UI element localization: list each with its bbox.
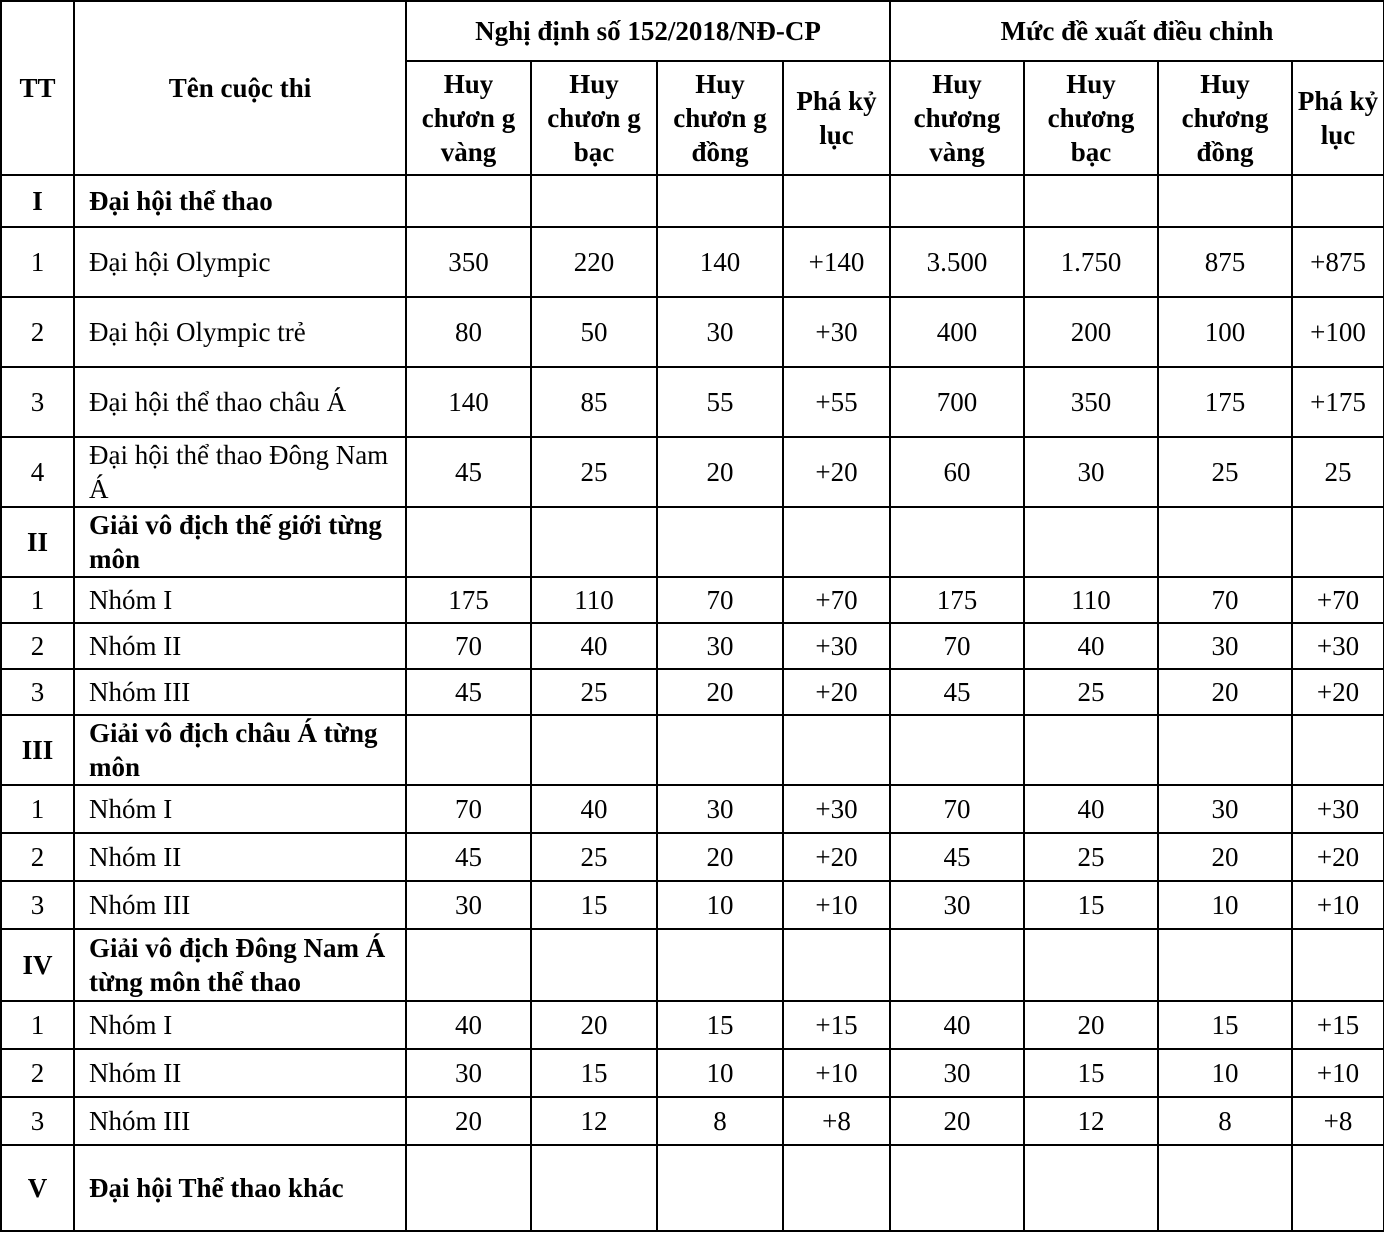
row-value: 20 <box>890 1097 1024 1145</box>
header-current-bronze: Huy chươn g đồng <box>657 61 783 175</box>
row-value: 350 <box>406 227 531 297</box>
row-tt: 3 <box>1 881 74 929</box>
row-value <box>890 929 1024 1001</box>
row-value: 25 <box>531 437 657 507</box>
row-tt: I <box>1 175 74 227</box>
row-value: +30 <box>1292 785 1384 833</box>
row-value: 70 <box>406 785 531 833</box>
row-value: +20 <box>1292 669 1384 715</box>
row-value: +875 <box>1292 227 1384 297</box>
row-tt: 4 <box>1 437 74 507</box>
row-value <box>783 929 890 1001</box>
row-tt: 2 <box>1 297 74 367</box>
row-tt: 2 <box>1 1049 74 1097</box>
row-value: 15 <box>1024 881 1158 929</box>
row-value: 55 <box>657 367 783 437</box>
row-value: 20 <box>657 437 783 507</box>
row-value: 40 <box>531 785 657 833</box>
table-row <box>1 367 1384 437</box>
row-value: 40 <box>531 623 657 669</box>
row-tt: 2 <box>1 623 74 669</box>
header-current-record: Phá kỷ lục <box>783 61 890 175</box>
row-value <box>657 175 783 227</box>
row-tt: III <box>1 715 74 785</box>
row-value: 30 <box>890 881 1024 929</box>
row-value: 10 <box>657 1049 783 1097</box>
row-value: 30 <box>657 785 783 833</box>
row-value: 45 <box>890 833 1024 881</box>
row-value <box>1024 1145 1158 1231</box>
header-current-silver: Huy chươn g bạc <box>531 61 657 175</box>
row-value: +20 <box>783 833 890 881</box>
row-value <box>531 175 657 227</box>
header-proposed-gold: Huy chương vàng <box>890 61 1024 175</box>
row-value <box>406 175 531 227</box>
row-value: 30 <box>1158 785 1292 833</box>
section-row <box>1 507 1384 577</box>
row-tt: 3 <box>1 367 74 437</box>
row-value: 85 <box>531 367 657 437</box>
row-value <box>406 1145 531 1231</box>
row-tt: 2 <box>1 833 74 881</box>
row-name: Nhóm II <box>74 1049 406 1097</box>
row-value: 30 <box>890 1049 1024 1097</box>
row-value <box>1292 715 1384 785</box>
row-name: Nhóm II <box>74 833 406 881</box>
row-value: +10 <box>783 881 890 929</box>
row-value: +10 <box>1292 881 1384 929</box>
table-row <box>1 577 1384 623</box>
row-value: +30 <box>783 785 890 833</box>
row-value: 45 <box>406 669 531 715</box>
row-value <box>531 929 657 1001</box>
row-name: Đại hội Olympic trẻ <box>74 297 406 367</box>
table-header <box>1 1 1384 175</box>
table-body <box>1 175 1384 1231</box>
row-name: Đại hội thể thao châu Á <box>74 367 406 437</box>
row-value: 40 <box>1024 785 1158 833</box>
row-value: 15 <box>1024 1049 1158 1097</box>
row-tt: 3 <box>1 669 74 715</box>
row-name: Giải vô địch thế giới từng môn <box>74 507 406 577</box>
row-value <box>1158 929 1292 1001</box>
row-value: 20 <box>657 669 783 715</box>
row-value <box>657 929 783 1001</box>
row-value: +15 <box>1292 1001 1384 1049</box>
section-row <box>1 1145 1384 1231</box>
row-value: 3.500 <box>890 227 1024 297</box>
row-value: +20 <box>1292 833 1384 881</box>
row-value <box>783 507 890 577</box>
row-value: +10 <box>1292 1049 1384 1097</box>
row-value: 25 <box>1024 669 1158 715</box>
header-group-proposed: Mức đề xuất điều chỉnh <box>890 1 1384 61</box>
row-value <box>783 175 890 227</box>
row-value: +8 <box>1292 1097 1384 1145</box>
row-value <box>1292 929 1384 1001</box>
row-value: 40 <box>890 1001 1024 1049</box>
row-value: 30 <box>1024 437 1158 507</box>
row-value: 30 <box>1158 623 1292 669</box>
row-value: 20 <box>1158 833 1292 881</box>
row-value: +30 <box>783 297 890 367</box>
row-value: 20 <box>406 1097 531 1145</box>
row-value: 1.750 <box>1024 227 1158 297</box>
row-value <box>1024 929 1158 1001</box>
row-name: Nhóm II <box>74 623 406 669</box>
row-value <box>406 507 531 577</box>
row-name: Nhóm I <box>74 577 406 623</box>
header-tt: TT <box>1 1 74 175</box>
row-value: 30 <box>657 623 783 669</box>
table-row <box>1 297 1384 367</box>
row-value: +175 <box>1292 367 1384 437</box>
row-tt: 1 <box>1 785 74 833</box>
row-value: 100 <box>1158 297 1292 367</box>
table-row <box>1 669 1384 715</box>
row-value <box>657 507 783 577</box>
row-value <box>1024 715 1158 785</box>
row-value: 12 <box>531 1097 657 1145</box>
row-value: 50 <box>531 297 657 367</box>
row-value: 80 <box>406 297 531 367</box>
row-name: Giải vô địch Đông Nam Á từng môn thể thao <box>74 929 406 1001</box>
row-value: 175 <box>406 577 531 623</box>
row-value: 20 <box>531 1001 657 1049</box>
table-row <box>1 833 1384 881</box>
section-row <box>1 929 1384 1001</box>
table-row <box>1 227 1384 297</box>
row-name: Nhóm III <box>74 669 406 715</box>
row-value: 10 <box>657 881 783 929</box>
row-value: 15 <box>1158 1001 1292 1049</box>
row-value: 45 <box>406 437 531 507</box>
row-value <box>1158 715 1292 785</box>
row-value <box>406 715 531 785</box>
table-row <box>1 881 1384 929</box>
table-row <box>1 437 1384 507</box>
row-value: +100 <box>1292 297 1384 367</box>
row-value: 40 <box>406 1001 531 1049</box>
row-tt: 1 <box>1 227 74 297</box>
row-value: 20 <box>1024 1001 1158 1049</box>
row-value <box>783 1145 890 1231</box>
row-value: +20 <box>783 437 890 507</box>
row-value: 140 <box>657 227 783 297</box>
row-value: 30 <box>406 1049 531 1097</box>
row-name: Nhóm I <box>74 1001 406 1049</box>
row-tt: 1 <box>1 1001 74 1049</box>
row-value: +30 <box>1292 623 1384 669</box>
row-value: 110 <box>1024 577 1158 623</box>
row-value <box>1024 507 1158 577</box>
row-value: 700 <box>890 367 1024 437</box>
row-value: +70 <box>783 577 890 623</box>
row-value <box>1292 1145 1384 1231</box>
row-value: 70 <box>890 623 1024 669</box>
row-value: 15 <box>657 1001 783 1049</box>
row-value: 25 <box>531 833 657 881</box>
row-value <box>890 1145 1024 1231</box>
row-value: 12 <box>1024 1097 1158 1145</box>
row-tt: IV <box>1 929 74 1001</box>
row-name: Nhóm I <box>74 785 406 833</box>
row-value: 20 <box>657 833 783 881</box>
header-group-current: Nghị định số 152/2018/NĐ-CP <box>406 1 890 61</box>
row-value: 875 <box>1158 227 1292 297</box>
row-value: +10 <box>783 1049 890 1097</box>
row-value: 30 <box>657 297 783 367</box>
row-value <box>406 929 531 1001</box>
table-row <box>1 1049 1384 1097</box>
row-value <box>657 1145 783 1231</box>
row-value <box>890 715 1024 785</box>
table-row <box>1 1001 1384 1049</box>
row-value: 70 <box>406 623 531 669</box>
header-proposed-silver: Huy chương bạc <box>1024 61 1158 175</box>
header-proposed-bronze: Huy chương đồng <box>1158 61 1292 175</box>
row-value: 30 <box>406 881 531 929</box>
row-value <box>1292 507 1384 577</box>
row-tt: 3 <box>1 1097 74 1145</box>
row-value: +70 <box>1292 577 1384 623</box>
row-name: Đại hội thể thao Đông Nam Á <box>74 437 406 507</box>
row-value: +20 <box>783 669 890 715</box>
row-value: 175 <box>1158 367 1292 437</box>
row-value <box>890 507 1024 577</box>
row-value: 10 <box>1158 881 1292 929</box>
row-value: 25 <box>1158 437 1292 507</box>
row-value: 70 <box>657 577 783 623</box>
table-row <box>1 1097 1384 1145</box>
row-value: 175 <box>890 577 1024 623</box>
row-value: 15 <box>531 1049 657 1097</box>
row-value <box>657 715 783 785</box>
row-value: +140 <box>783 227 890 297</box>
row-value: +8 <box>783 1097 890 1145</box>
row-value <box>783 715 890 785</box>
section-row <box>1 175 1384 227</box>
row-value: +55 <box>783 367 890 437</box>
row-value <box>531 715 657 785</box>
row-value: 70 <box>1158 577 1292 623</box>
row-value <box>890 175 1024 227</box>
row-value: 40 <box>1024 623 1158 669</box>
row-value: 200 <box>1024 297 1158 367</box>
section-row <box>1 715 1384 785</box>
row-value <box>1158 1145 1292 1231</box>
row-tt: V <box>1 1145 74 1231</box>
table-row <box>1 785 1384 833</box>
row-name: Đại hội Thể thao khác <box>74 1145 406 1231</box>
header-current-gold: Huy chươn g vàng <box>406 61 531 175</box>
row-value: 60 <box>890 437 1024 507</box>
row-name: Nhóm III <box>74 881 406 929</box>
row-value: 25 <box>1292 437 1384 507</box>
row-value: 15 <box>531 881 657 929</box>
row-value: 25 <box>531 669 657 715</box>
row-value <box>531 1145 657 1231</box>
row-name: Giải vô địch châu Á từng môn <box>74 715 406 785</box>
row-value <box>1158 507 1292 577</box>
row-tt: 1 <box>1 577 74 623</box>
row-value: 350 <box>1024 367 1158 437</box>
row-tt: II <box>1 507 74 577</box>
row-value <box>531 507 657 577</box>
table-row <box>1 623 1384 669</box>
row-value: +15 <box>783 1001 890 1049</box>
row-value: 140 <box>406 367 531 437</box>
row-value: +30 <box>783 623 890 669</box>
row-value: 45 <box>406 833 531 881</box>
row-name: Đại hội Olympic <box>74 227 406 297</box>
header-name: Tên cuộc thi <box>74 1 406 175</box>
row-value: 220 <box>531 227 657 297</box>
row-value <box>1292 175 1384 227</box>
row-value: 8 <box>657 1097 783 1145</box>
row-value: 70 <box>890 785 1024 833</box>
row-value: 25 <box>1024 833 1158 881</box>
row-name: Nhóm III <box>74 1097 406 1145</box>
row-value <box>1024 175 1158 227</box>
row-value: 8 <box>1158 1097 1292 1145</box>
row-value: 10 <box>1158 1049 1292 1097</box>
row-value: 20 <box>1158 669 1292 715</box>
row-name: Đại hội thể thao <box>74 175 406 227</box>
row-value: 45 <box>890 669 1024 715</box>
row-value <box>1158 175 1292 227</box>
header-proposed-record: Phá kỷ lục <box>1292 61 1384 175</box>
row-value: 400 <box>890 297 1024 367</box>
row-value: 110 <box>531 577 657 623</box>
